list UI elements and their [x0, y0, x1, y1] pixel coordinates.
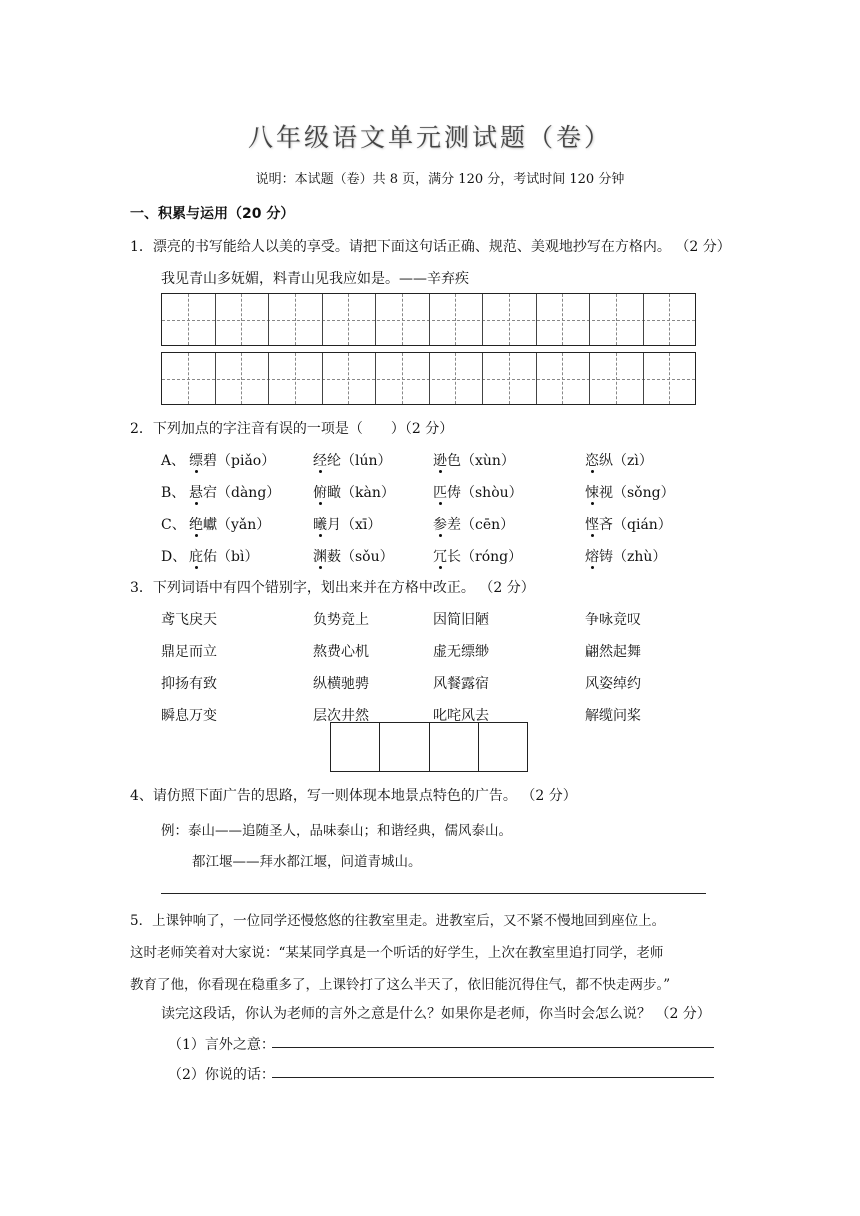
question-4-example-1: 例：泰山——追随圣人，品味泰山；和谐经典，儒风泰山。 — [161, 823, 512, 839]
idiom-item: 瞬息万变 — [161, 708, 217, 724]
pinyin-item: 悚视（sǒng） — [585, 485, 675, 501]
grid-cell-divider — [162, 294, 670, 345]
pinyin-item: 熔铸（zhù） — [585, 549, 667, 565]
pinyin-item: 匹俦（shòu） — [433, 485, 523, 501]
option-label[interactable]: B、 — [161, 485, 186, 501]
pinyin-item: 悭吝（qián） — [585, 517, 672, 533]
option-label[interactable]: A、 — [161, 453, 186, 469]
pinyin-item: 绝巘（yǎn） — [189, 517, 271, 533]
question-5-prompt: 读完这段话，你认为老师的言外之意是什么？如果你是老师，你当时会怎么说？ （2 分） — [161, 1006, 711, 1022]
idiom-item: 鸢飞戾天 — [161, 612, 217, 628]
idiom-item: 层次井然 — [313, 708, 369, 724]
pinyin-item: 悬宕（dàng） — [189, 485, 281, 501]
idiom-item: 负势竞上 — [313, 612, 369, 628]
pinyin-item: 参差（cēn） — [433, 517, 515, 533]
answer-line-q5-2[interactable] — [272, 1077, 714, 1078]
page-title: 八年级语文单元测试题（卷） — [247, 123, 612, 152]
pinyin-item: 庇佑（bì） — [189, 549, 259, 565]
question-5-line-1: 5．上课钟响了，一位同学还慢悠悠的往教室里走。进教室后，又不紧不慢地回到座位上。 — [130, 913, 666, 929]
pinyin-item: 经纶（lún） — [313, 453, 392, 469]
idiom-item: 因简旧陋 — [433, 612, 489, 628]
idiom-item: 虚无缥缈 — [433, 644, 489, 660]
pinyin-item: 缥碧（piǎo） — [189, 453, 276, 469]
question-4-example-2: 都江堰——拜水都江堰，问道青城山。 — [192, 854, 422, 870]
idiom-item: 纵横驰骋 — [313, 676, 369, 692]
pinyin-item: 曦月（xī） — [313, 517, 382, 533]
question-5-line-3: 教育了他，你看现在稳重多了，上课铃打了这么半天了，依旧能沉得住气，都不快走两步。” — [130, 977, 671, 993]
question-1-quote: 我见青山多妩媚，料青山见我应如是。——辛弃疾 — [161, 271, 469, 287]
question-5-sub-2-label: （2）你说的话： — [168, 1067, 275, 1083]
copy-grid-row-2[interactable] — [161, 352, 696, 405]
question-5-sub-1-label: （1）言外之意： — [168, 1037, 275, 1053]
answer-line-q5-1[interactable] — [272, 1047, 714, 1048]
exam-instructions: 说明：本试题（卷）共 8 页，满分 120 分，考试时间 120 分钟 — [255, 172, 625, 187]
pinyin-item: 冗长（róng） — [433, 549, 523, 565]
idiom-item: 风餐露宿 — [433, 676, 489, 692]
idiom-item: 风姿绰约 — [585, 676, 641, 692]
grid-cell-divider — [162, 353, 670, 404]
answer-line-q4[interactable] — [161, 893, 706, 894]
idiom-item: 争咏竞叹 — [585, 612, 641, 628]
idiom-item: 叱咤风去 — [433, 708, 489, 724]
idiom-item: 熬费心机 — [313, 644, 369, 660]
option-label[interactable]: D、 — [161, 549, 187, 565]
question-4-stem: 4、请仿照下面广告的思路，写一则体现本地景点特色的广告。 （2 分） — [130, 788, 577, 804]
idiom-item: 解缆问桨 — [585, 708, 641, 724]
correction-boxes[interactable] — [330, 722, 528, 772]
question-5-line-2: 这时老师笑着对大家说：“某某同学真是一个听话的好学生，上次在教室里追打同学，老师 — [130, 945, 664, 961]
question-1-stem: 1．漂亮的书写能给人以美的享受。请把下面这句话正确、规范、美观地抄写在方格内。 （2 分） — [130, 239, 731, 255]
idiom-item: 抑扬有致 — [161, 676, 217, 692]
question-3-stem: 3．下列词语中有四个错别字，划出来并在方格中改正。 （2 分） — [130, 580, 535, 596]
idiom-item: 鼎足而立 — [161, 644, 217, 660]
idiom-item: 翩然起舞 — [585, 644, 641, 660]
option-label[interactable]: C、 — [161, 517, 186, 533]
section-1-heading: 一、积累与运用（20 分） — [130, 206, 295, 222]
pinyin-item: 俯瞰（kàn） — [313, 485, 395, 501]
question-2-stem: 2．下列加点的字注音有误的一项是（ ）（2 分） — [130, 421, 454, 437]
pinyin-item: 逊色（xùn） — [433, 453, 515, 469]
copy-grid-row-1[interactable] — [161, 293, 696, 346]
pinyin-item: 恣纵（zì） — [585, 453, 653, 469]
pinyin-item: 渊薮（sǒu） — [313, 549, 394, 565]
